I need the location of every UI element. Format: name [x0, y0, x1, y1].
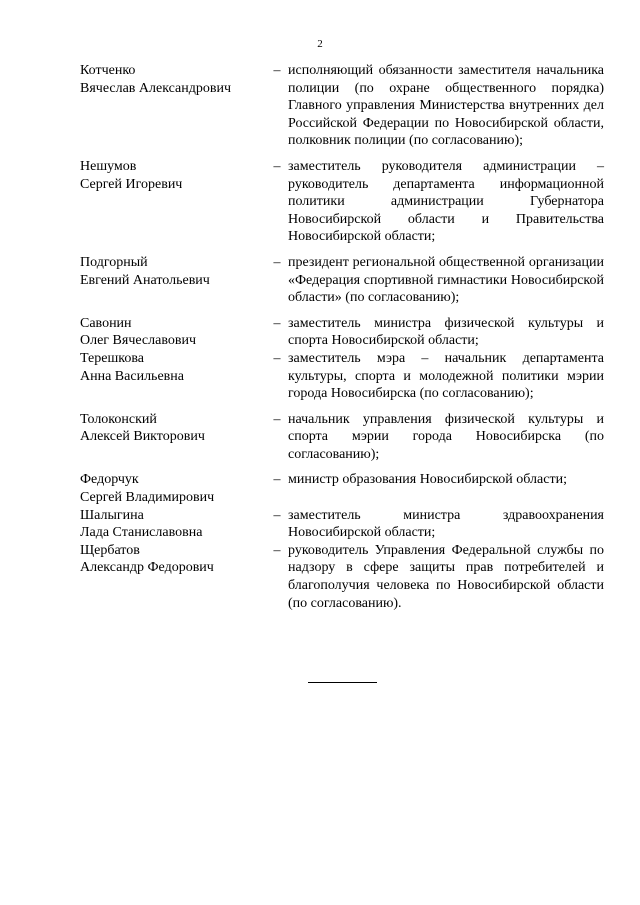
member-name	[80, 254, 266, 307]
member-given-names: Анна Васильевна	[80, 368, 184, 384]
end-divider-line	[308, 682, 377, 683]
member-name	[80, 315, 266, 350]
member-role: начальник управления физической культуры и спорта мэрии города Новосибирска (по согласованию);	[288, 411, 604, 462]
member-dash: –	[273, 158, 281, 174]
members-list	[80, 62, 604, 612]
member-row	[80, 542, 604, 612]
member-name	[80, 507, 266, 542]
member-row	[80, 158, 604, 246]
member-dash: –	[273, 350, 281, 366]
page-number: 2	[317, 38, 323, 50]
member-role: заместитель министра физической культуры и спорта Новосибирской области;	[288, 315, 604, 349]
member-surname: Подгорный	[80, 254, 148, 270]
member-name	[80, 542, 266, 612]
member-given-names: Вячеслав Александрович	[80, 80, 232, 96]
member-given-names: Лада Станиславовна	[80, 525, 203, 541]
member-role: заместитель руководителя администрации – руководитель департамента информационной политики администрации Губернатора Новосибирской области и Правительства Новосибирской области;	[288, 158, 604, 245]
member-given-names: Олег Вячеславович	[80, 333, 197, 349]
member-role: заместитель мэра – начальник департамента культуры, спорта и молодежной политики мэрии города Новосибирска (по согласованию);	[288, 350, 604, 402]
member-row	[80, 254, 604, 307]
member-dash: –	[273, 472, 281, 488]
member-given-names: Алексей Викторович	[80, 429, 205, 445]
member-row	[80, 350, 604, 403]
member-row	[80, 315, 604, 350]
member-given-names: Сергей Владимирович	[80, 490, 215, 506]
member-role: министр образования Новосибирской области;	[288, 472, 567, 488]
member-role: руководитель Управления Федеральной службы по надзору в сфере защиты прав потребителей и благополучия человека по Новосибирской области (по согласованию).	[288, 542, 604, 611]
member-surname: Савонин	[80, 315, 132, 331]
member-surname: Нешумов	[80, 158, 137, 174]
member-surname: Федорчук	[80, 472, 139, 488]
member-name	[80, 158, 266, 246]
member-given-names: Сергей Игоревич	[80, 176, 183, 192]
member-given-names: Евгений Анатольевич	[80, 272, 210, 288]
member-dash: –	[273, 542, 281, 558]
member-row	[80, 411, 604, 464]
member-dash: –	[273, 63, 281, 78]
member-dash: –	[273, 411, 281, 427]
member-surname: Терешкова	[80, 350, 144, 366]
member-given-names: Александр Федорович	[80, 560, 214, 576]
member-surname: Щербатов	[80, 542, 140, 558]
member-row	[80, 471, 604, 506]
member-name	[80, 350, 266, 403]
member-role: исполняющий обязанности заместителя начальника полиции (по охране общественного порядка) Главного управления Министерства внутренних дел Российской Федерации по Новосибирской области, полковник полиции (по согласованию);	[288, 63, 604, 149]
member-dash: –	[273, 315, 281, 331]
member-surname: Котченко	[80, 63, 136, 78]
member-row	[80, 507, 604, 542]
member-role: президент региональной общественной организации «Федерация спортивной гимнастики Новосибирской области» (по согласованию);	[288, 254, 604, 306]
member-row	[80, 62, 604, 150]
member-dash: –	[273, 254, 281, 270]
member-surname: Толоконский	[80, 411, 157, 427]
member-name	[80, 411, 266, 464]
member-name	[80, 471, 266, 506]
member-dash: –	[273, 507, 281, 523]
member-name	[80, 62, 266, 150]
member-role: заместитель министра здравоохранения Новосибирской области;	[288, 507, 604, 541]
member-surname: Шалыгина	[80, 507, 144, 523]
